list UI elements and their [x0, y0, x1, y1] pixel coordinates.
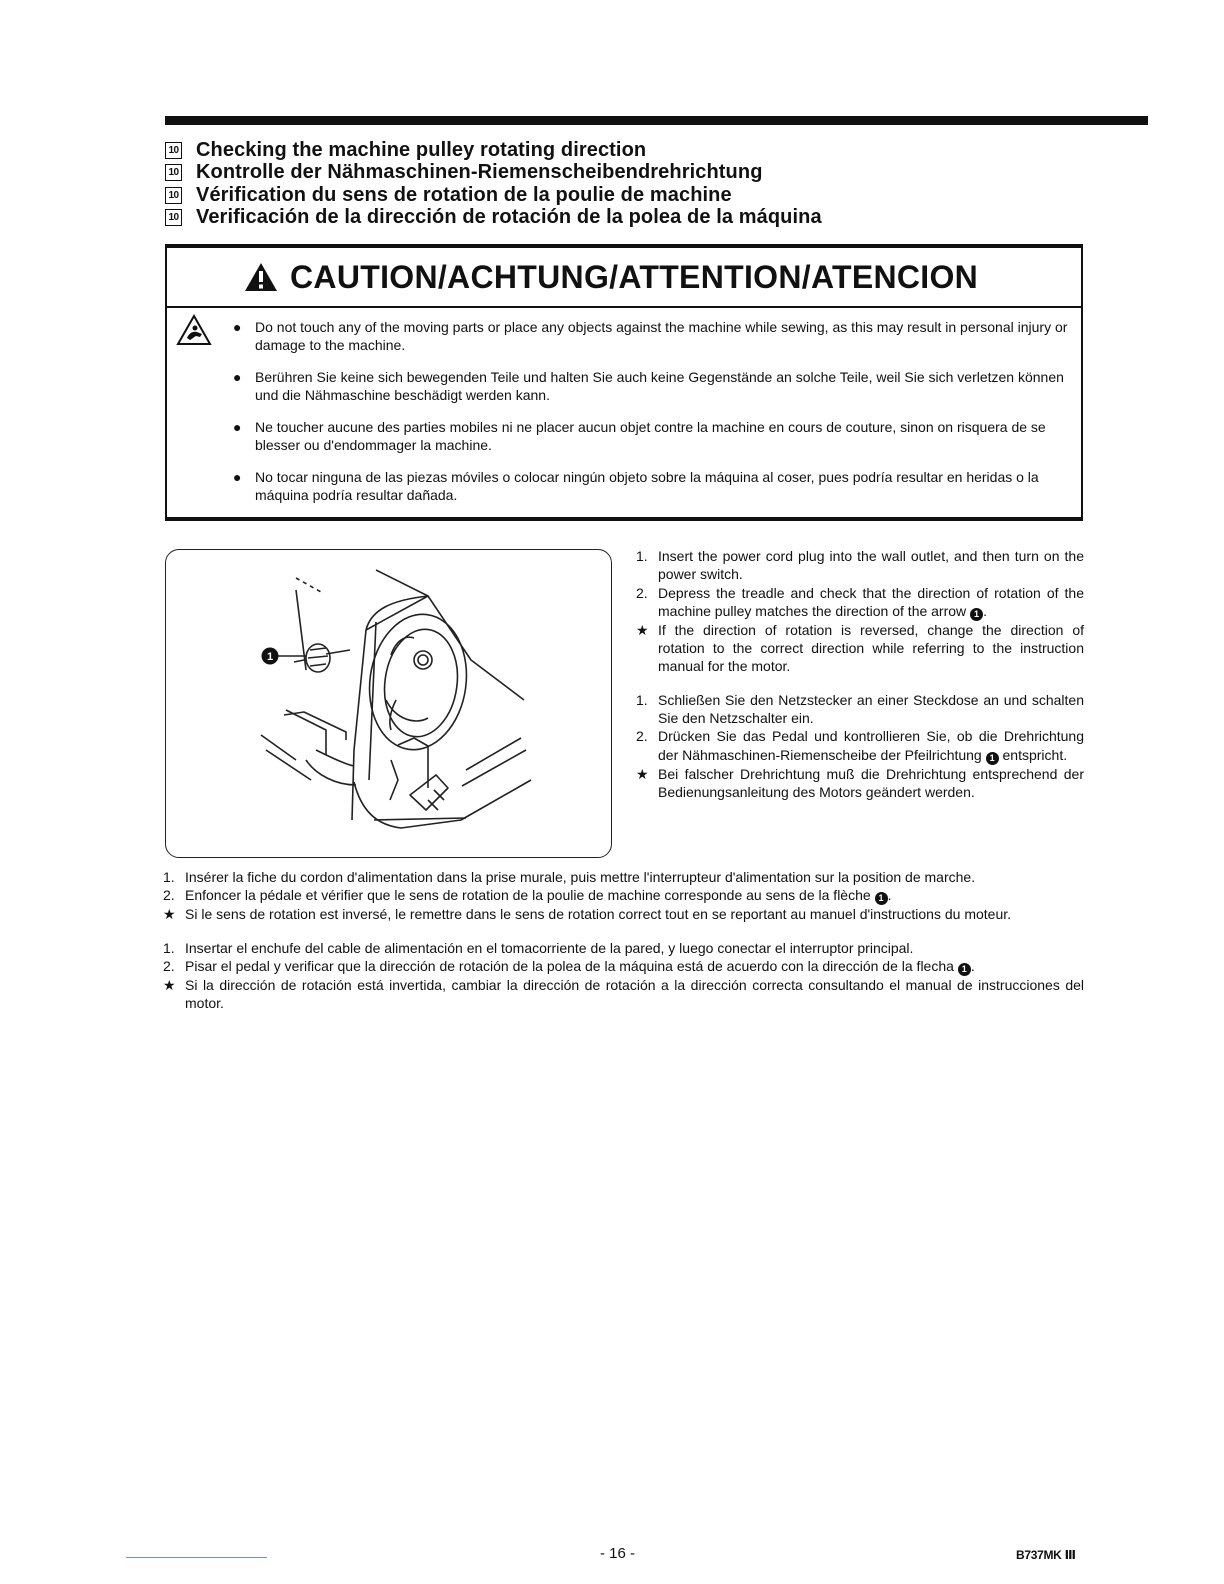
step-text — [658, 727, 1084, 764]
step-text-end: . — [983, 602, 987, 619]
bottom-divider — [126, 1557, 267, 1558]
note-text: If the direction of rotation is reversed, change the direction of rotation to the correct direction while referring to the instruction manual for the motor. — [658, 621, 1084, 675]
hand-injury-warning-icon — [176, 314, 212, 346]
en-step-2 — [636, 584, 1084, 621]
de-note — [636, 765, 1084, 802]
step-number: 2. — [636, 584, 648, 601]
star-icon: ★ — [636, 765, 649, 782]
bullet-icon: ● — [233, 319, 242, 335]
es-note — [163, 976, 1084, 1013]
step-number: 1. — [163, 869, 175, 885]
callout-ref-icon: 1 — [958, 963, 971, 976]
note-text: Si le sens de rotation est inversé, le remettre dans le sens de rotation correct tout en se reportant au manuel d'instructions du moteur. — [185, 906, 1012, 923]
star-icon: ★ — [163, 906, 176, 923]
section-number-badge: 10 — [165, 187, 182, 204]
es-step-2 — [163, 957, 1084, 976]
sewing-machine-drawing — [166, 550, 612, 858]
section-number-badge: 10 — [165, 164, 182, 181]
step-number: 2. — [163, 887, 175, 904]
de-step-1 — [636, 691, 1084, 728]
en-step-1 — [636, 547, 1084, 584]
bullet-icon: ● — [233, 469, 242, 485]
step-text-end: entspricht. — [998, 746, 1068, 763]
title-fr-text: Vérification du sens de rotation de la poulie de machine — [196, 183, 732, 206]
instructions-en-de — [636, 547, 1084, 801]
title-en-text: Checking the machine pulley rotating direction — [196, 138, 647, 161]
step-text-main: Drücken Sie das Pedal und kontrollieren Sie, ob die Drehrichtung der Nähmaschinen-Riemenscheibe der Pfeilrichtung — [658, 728, 1084, 763]
callout-label: 1 — [266, 651, 274, 663]
step-text-main: Enfoncer la pédale et vérifier que le sens de rotation de la poulie de machine corresponde au sens de la flèche — [185, 887, 871, 904]
caution-item-text: Do not touch any of the moving parts or place any objects against the machine while sewing, as this may result in personal injury or damage to the machine. — [255, 319, 1068, 353]
title-es-text: Verificación de la dirección de rotación de la polea de la máquina — [196, 206, 822, 228]
step-number: 1. — [636, 691, 648, 708]
step-text: Insert the power cord plug into the wall outlet, and then turn on the power switch. — [658, 548, 1084, 583]
title-es — [165, 207, 1105, 229]
step-text — [185, 886, 1084, 905]
step-text — [658, 584, 1084, 621]
es-step-1 — [163, 939, 1084, 957]
warning-triangle-icon — [244, 262, 278, 292]
star-icon: ★ — [636, 621, 649, 638]
section-number-badge: 10 — [165, 142, 182, 159]
callout-ref-icon: 1 — [875, 892, 888, 905]
section-number-badge: 10 — [165, 209, 182, 226]
section-titles — [165, 139, 1105, 229]
step-number: 2. — [163, 957, 175, 974]
caution-item-text: No tocar ninguna de las piezas móviles o colocar ningún objeto sobre la máquina al coser, pues podría resultar en heridas o la máquina podría resultar dañada. — [255, 469, 1039, 503]
callout-ref-icon: 1 — [970, 608, 983, 621]
step-number: 2. — [636, 728, 648, 745]
caution-item-de — [233, 368, 1075, 404]
top-rule — [165, 116, 1148, 125]
step-text-end: . — [887, 887, 892, 904]
fr-step-1 — [163, 868, 1084, 886]
step-text: Insertar el enchufe del cable de alimentación en el tomacorriente de la pared, y luego conectar el interruptor principal. — [185, 939, 914, 956]
star-icon: ★ — [163, 976, 176, 993]
bullet-icon: ● — [233, 419, 242, 435]
step-text-main: Pisar el pedal y verificar que la dirección de rotación de la polea de la máquina está de acuerdo con la dirección de la flecha — [185, 957, 954, 974]
step-number: 1. — [636, 548, 648, 564]
caution-item-text: Ne toucher aucune des parties mobiles ni ne placer aucun objet contre la machine en cours de couture, sinon on risquera de se blesser ou d'endommager la machine. — [255, 419, 1046, 453]
step-text — [185, 957, 1084, 976]
page-number: - 16 - — [600, 1545, 636, 1562]
step-text: Insérer la fiche du cordon d'alimentation dans la prise murale, puis mettre l'interrupteur d'alimentation sur la position de marche. — [185, 869, 976, 885]
instructions-fr-es — [163, 868, 1084, 1012]
step-text: Schließen Sie den Netzstecker an einer Steckdose an und schalten Sie den Netzschalter ein. — [658, 691, 1084, 727]
step-number: 1. — [163, 939, 175, 956]
title-fr — [165, 184, 1105, 206]
machine-pulley-illustration — [165, 549, 612, 858]
document-code: B737MK Ⅲ — [1016, 1548, 1076, 1562]
de-step-2 — [636, 727, 1084, 764]
caution-list — [233, 318, 1075, 518]
caution-title: CAUTION/ACHTUNG/ATTENTION/ATENCION — [290, 258, 979, 295]
en-note — [636, 621, 1084, 676]
callout-ref-icon: 1 — [986, 752, 999, 765]
caution-item-text: Berühren Sie keine sich bewegenden Teile und halten Sie auch keine Gegenstände an solche Teile, weil Sie sich verletzen können und die Nähmaschine beschädigt werden kann. — [255, 369, 1064, 403]
caution-item-fr — [233, 418, 1075, 454]
title-en — [165, 139, 1105, 161]
fr-step-2 — [163, 886, 1084, 905]
title-de-text: Kontrolle der Nähmaschinen-Riemenscheibendrehrichtung — [196, 161, 763, 183]
caution-item-en — [233, 318, 1075, 354]
caution-item-es — [233, 468, 1075, 504]
note-text: Si la dirección de rotación está invertida, cambiar la dirección de rotación a la dirección correcta consultando el manual de instrucciones del motor. — [185, 976, 1084, 1012]
caution-header — [167, 248, 1081, 308]
step-text-end: . — [970, 957, 975, 974]
step-text-main: Depress the treadle and check that the direction of rotation of the machine pulley matches the direction of the arrow — [658, 584, 1084, 619]
bullet-icon: ● — [233, 369, 242, 385]
note-text: Bei falscher Drehrichtung muß die Drehrichtung entsprechend der Bedienungsanleitung des Motors geändert werden. — [658, 765, 1084, 800]
caution-box — [165, 244, 1083, 521]
fr-note — [163, 905, 1084, 923]
title-de — [165, 162, 1105, 184]
